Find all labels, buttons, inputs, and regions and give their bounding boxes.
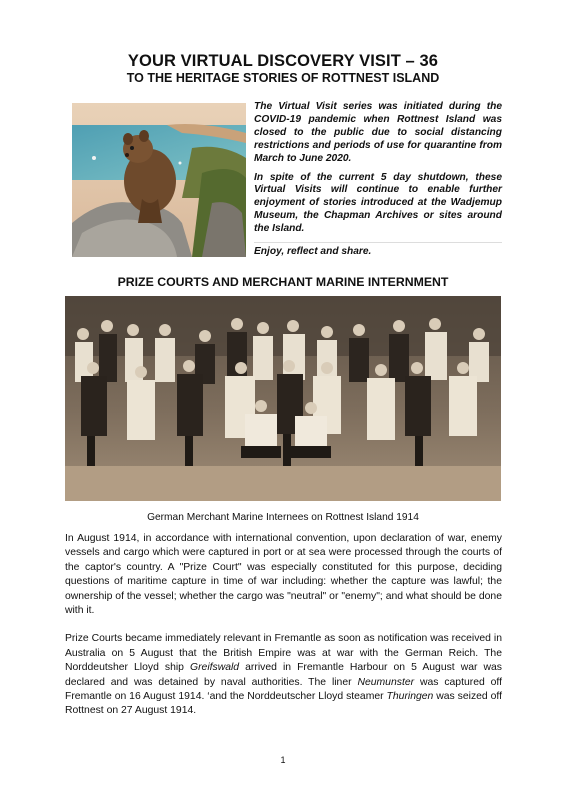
page-title: YOUR VIRTUAL DISCOVERY VISIT – 36 — [127, 52, 439, 70]
intro-signoff: Enjoy, reflect and share. — [254, 242, 502, 259]
section-heading: PRIZE COURTS AND MERCHANT MARINE INTERNMENT — [117, 275, 449, 289]
page-subtitle: TO THE HERITAGE STORIES OF ROTTNEST ISLAND — [126, 71, 440, 85]
article-body — [65, 532, 502, 733]
photo-caption: German Merchant Marine Internees on Rottnest Island 1914 — [147, 512, 419, 523]
ship-name: Greifswald — [190, 662, 240, 674]
quokka-photo — [72, 103, 246, 257]
page-number: 1 — [280, 755, 286, 765]
intro-paragraph: The Virtual Visit series was initiated during the COVID-19 pandemic when Rottnest Island was closed to the public due to social distancing restrictions and periods of use for quarantine from March to June 2020. — [254, 101, 502, 164]
intro-paragraph: In spite of the current 5 day shutdown, these Virtual Visits will continue to enable further enjoyment of stories introduced at the Wadjemup Museum, the Chapman Archives or sites around the Island. — [254, 171, 502, 235]
body-paragraph: Prize Courts became immediately relevant in Fremantle as soon as notification was received in Australia on 5 August that the British Empire was at war with the German Reich. The Norddeutsher Lloyd ship Greifswald arrived in Fremantle Harbour on 5 August war was declared and was detained by naval authorities. The liner Neumunster was captured off Fremantle on 16 August 1914. ‘and the Norddeutscher Lloyd steamer Thuringen was seized off Rottnest on 27 August 1914. — [65, 633, 502, 717]
ship-name: Neumunster — [357, 676, 415, 688]
internees-group-photo — [65, 296, 501, 501]
ship-name: Thuringen — [386, 691, 434, 703]
intro-panel — [254, 101, 502, 265]
body-paragraph: In August 1914, in accordance with international convention, upon declaration of war, enemy vessels and cargo which were captured in port or at sea were processed through the courts of the captor's country. A "Prize Court" was especially constituted for this purpose, deciding questions of maritime capture in time of war including: whether the capture was lawful; the ownership of the vessel; whether the cargo was "neutral" or "enemy"; and what should be done with it. — [65, 533, 502, 617]
